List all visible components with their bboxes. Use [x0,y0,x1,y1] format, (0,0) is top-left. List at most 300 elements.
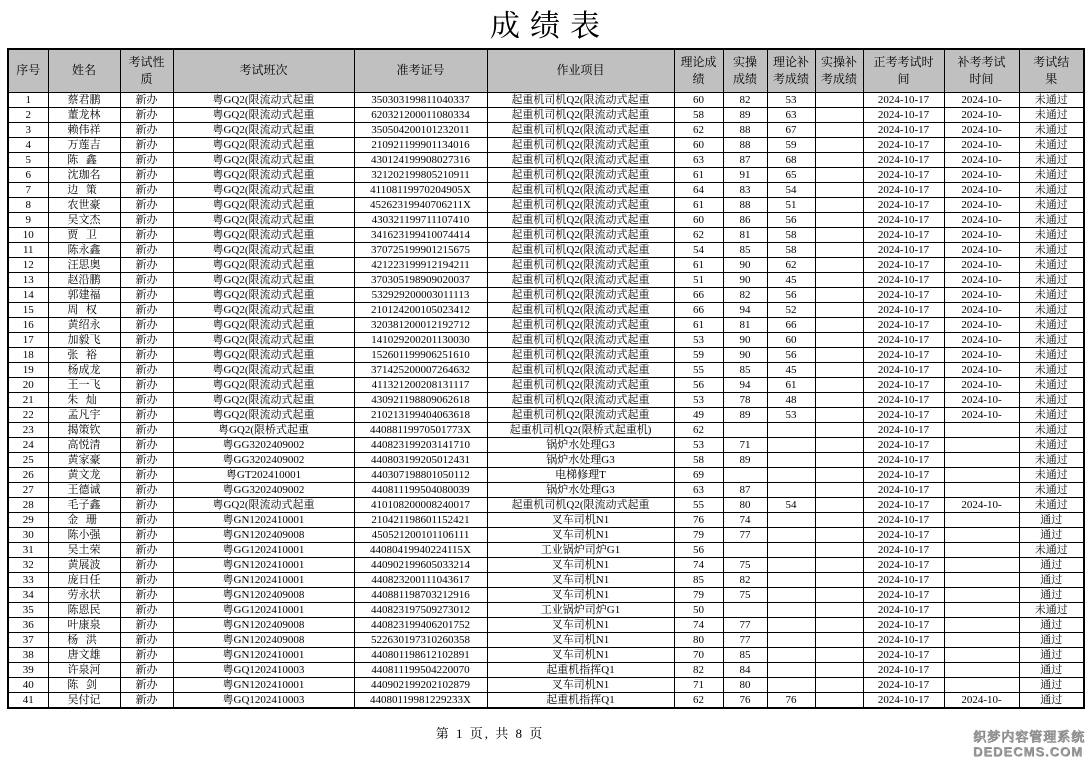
cell: 80 [674,633,723,648]
cell: 粤GQ2(限流动式起重 [173,498,354,513]
cell: 万莲吉 [48,138,120,153]
table-row [8,153,1084,168]
cell: 54 [767,183,815,198]
cell: 孟凡宇 [48,408,120,423]
cell: 2024-10-17 [863,558,944,573]
cell: 2024-10-17 [863,468,944,483]
cell: 新办 [120,378,173,393]
cell: 56 [767,348,815,363]
cell: 庞日任 [48,573,120,588]
table-row [8,498,1084,513]
cell: 通过 [1019,663,1084,678]
cell: 起重机司机Q2(限流动式起重 [487,138,674,153]
cell: 430921198809062618 [354,393,487,408]
table-row [8,438,1084,453]
row-index-cell: 10 [8,228,48,243]
table-row [8,573,1084,588]
cell: 86 [723,213,767,228]
cell: 贾卫 [48,228,120,243]
cell: 440823197509273012 [354,603,487,618]
cell [815,378,863,393]
cell [767,423,815,438]
cell: 未通过 [1019,288,1084,303]
cell: 起重机司机Q2(限流动式起重 [487,408,674,423]
cell [815,363,863,378]
column-header: 序号 [8,49,48,93]
cell: 粤GT202410001 [173,468,354,483]
cell: 2024-10-17 [863,498,944,513]
cell [815,213,863,228]
cell: 320381200012192712 [354,318,487,333]
cell: 杨洪 [48,633,120,648]
cell: 2024-10- [944,393,1019,408]
cell: 起重机司机Q2(限流动式起重 [487,213,674,228]
cell: 陈恩民 [48,603,120,618]
cell: 粤GG3202409002 [173,453,354,468]
cell: 新办 [120,603,173,618]
cell: 未通过 [1019,348,1084,363]
cell: 45 [767,273,815,288]
cell [767,663,815,678]
table-row [8,333,1084,348]
column-header: 考试性质 [120,49,173,93]
cell: 2024-10- [944,153,1019,168]
cell: 粤GQ2(限流动式起重 [173,408,354,423]
cell: 新办 [120,483,173,498]
cell: 82 [723,573,767,588]
cell: 未通过 [1019,483,1084,498]
row-index-cell: 20 [8,378,48,393]
cell: 2024-10-17 [863,423,944,438]
cell: 522630197310260358 [354,633,487,648]
cell: 起重机司机Q2(限流动式起重 [487,318,674,333]
cell: 未通过 [1019,468,1084,483]
cell: 77 [723,528,767,543]
cell: 粤GQ1202410003 [173,663,354,678]
row-index-cell: 29 [8,513,48,528]
table-row [8,408,1084,423]
cell: 440307198801050112 [354,468,487,483]
cell: 新办 [120,288,173,303]
cell: 63 [674,483,723,498]
cell [815,633,863,648]
cell: 55 [674,363,723,378]
cell [815,648,863,663]
cell: 粤GQ2(限流动式起重 [173,243,354,258]
cell: 起重机司机Q2(限流动式起重 [487,273,674,288]
cell: 新办 [120,528,173,543]
cell: 71 [674,678,723,693]
cell: 叉车司机N1 [487,648,674,663]
row-index-cell: 3 [8,123,48,138]
cell: 141029200201130030 [354,333,487,348]
cell: 起重机司机Q2(限流动式起重 [487,243,674,258]
cell: 起重机司机Q2(限桥式起重机) [487,423,674,438]
table-row [8,213,1084,228]
cell: 49 [674,408,723,423]
cell: 59 [767,138,815,153]
table-row [8,123,1084,138]
cell: 锅炉水处理G3 [487,483,674,498]
cell: 44080119981229233X [354,693,487,709]
cell [815,168,863,183]
cell: 新办 [120,618,173,633]
cell [767,588,815,603]
cell: 74 [674,558,723,573]
cell: 杨成龙 [48,363,120,378]
cell: 新办 [120,213,173,228]
cell: 56 [767,213,815,228]
cell: 2024-10- [944,498,1019,513]
cell: 起重机司机Q2(限流动式起重 [487,288,674,303]
cell: 89 [723,408,767,423]
cell: 未通过 [1019,453,1084,468]
cell: 工业锅炉司炉G1 [487,543,674,558]
cell: 粤GQ2(限流动式起重 [173,168,354,183]
cell: 2024-10-17 [863,528,944,543]
cell [723,543,767,558]
cell: 59 [674,348,723,363]
cell: 黄家豪 [48,453,120,468]
cell: 2024-10-17 [863,438,944,453]
cell: 起重机司机Q2(限流动式起重 [487,498,674,513]
row-index-cell: 1 [8,93,48,108]
table-row [8,258,1084,273]
cell: 2024-10-17 [863,363,944,378]
cell: 未通过 [1019,438,1084,453]
cell: 粤GQ2(限流动式起重 [173,393,354,408]
cell: 2024-10-17 [863,303,944,318]
cell: 新办 [120,228,173,243]
cell: 53 [674,438,723,453]
cell: 58 [674,108,723,123]
cell: 450521200101106111 [354,528,487,543]
cell [815,558,863,573]
table-row [8,453,1084,468]
cell: 锅炉水处理G3 [487,438,674,453]
cell: 58 [767,243,815,258]
cell: 53 [767,408,815,423]
cell: 粤GQ2(限流动式起重 [173,93,354,108]
row-index-cell: 40 [8,678,48,693]
cell: 76 [767,693,815,709]
cell: 2024-10- [944,183,1019,198]
cell: 2024-10-17 [863,168,944,183]
column-header: 准考证号 [354,49,487,93]
cell: 陈剑 [48,678,120,693]
cell: 2024-10- [944,123,1019,138]
cell: 叉车司机N1 [487,528,674,543]
table-row [8,543,1084,558]
cell: 76 [723,693,767,709]
column-header: 实操补考成绩 [815,49,863,93]
row-index-cell: 4 [8,138,48,153]
cell: 粤GQ2(限流动式起重 [173,348,354,363]
cell: 新办 [120,408,173,423]
cell: 陈永鑫 [48,243,120,258]
cell: 2024-10-17 [863,663,944,678]
cell: 2024-10-17 [863,633,944,648]
cell: 吴文杰 [48,213,120,228]
cell: 62 [674,423,723,438]
cell: 83 [723,183,767,198]
cell: 起重机指挥Q1 [487,663,674,678]
cell: 粤GN1202409008 [173,618,354,633]
cell: 51 [674,273,723,288]
row-index-cell: 36 [8,618,48,633]
row-index-cell: 16 [8,318,48,333]
cell: 新办 [120,93,173,108]
cell: 74 [723,513,767,528]
row-index-cell: 41 [8,693,48,709]
row-index-cell: 8 [8,198,48,213]
table-row [8,393,1084,408]
cell: 起重机司机Q2(限流动式起重 [487,198,674,213]
cell: 440811199504080039 [354,483,487,498]
cell: 69 [674,468,723,483]
cell: 黄绍永 [48,318,120,333]
cell: 粤GG1202410001 [173,603,354,618]
cell: 金珊 [48,513,120,528]
cell: 90 [723,273,767,288]
cell: 67 [767,123,815,138]
cell: 2024-10- [944,138,1019,153]
cell [944,558,1019,573]
cell [767,678,815,693]
cell: 77 [723,633,767,648]
cell: 未通过 [1019,123,1084,138]
cell: 56 [674,378,723,393]
column-header: 理论补考成绩 [767,49,815,93]
cell: 揭策钦 [48,423,120,438]
cell [815,198,863,213]
cell: 79 [674,588,723,603]
cell: 粤GQ2(限流动式起重 [173,138,354,153]
cell: 2024-10- [944,408,1019,423]
cell: 锅炉水处理G3 [487,453,674,468]
table-row [8,348,1084,363]
cell: 叉车司机N1 [487,588,674,603]
cell [815,393,863,408]
cell: 2024-10-17 [863,183,944,198]
cell: 2024-10- [944,198,1019,213]
cell: 未通过 [1019,213,1084,228]
cell: 65 [767,168,815,183]
table-row [8,468,1084,483]
cell: 通过 [1019,618,1084,633]
cell: 440902199605033214 [354,558,487,573]
cell: 粤GQ2(限流动式起重 [173,198,354,213]
cell: 44080419940224115X [354,543,487,558]
cell: 63 [674,153,723,168]
cell: 粤GQ2(限流动式起重 [173,123,354,138]
cell: 87 [723,483,767,498]
cell: 新办 [120,453,173,468]
cell: 2024-10-17 [863,108,944,123]
cell: 210421198601152421 [354,513,487,528]
cell: 唐文雄 [48,648,120,663]
cell: 通过 [1019,573,1084,588]
cell: 郭建福 [48,288,120,303]
cell: 叉车司机N1 [487,513,674,528]
cell: 起重机司机Q2(限流动式起重 [487,108,674,123]
cell: 新办 [120,678,173,693]
cell [944,648,1019,663]
cell: 沈珈名 [48,168,120,183]
header-row [8,49,1084,93]
cell: 76 [674,513,723,528]
cell: 61 [674,318,723,333]
cell [815,693,863,709]
cell: 汪思奥 [48,258,120,273]
cell: 2024-10-17 [863,348,944,363]
row-index-cell: 28 [8,498,48,513]
cell: 53 [674,393,723,408]
row-index-cell: 2 [8,108,48,123]
cell: 79 [674,528,723,543]
cell [944,438,1019,453]
cell: 45262319940706211X [354,198,487,213]
cell: 210213199404063618 [354,408,487,423]
cell: 66 [674,303,723,318]
table-row [8,363,1084,378]
cell: 未通过 [1019,498,1084,513]
cell: 2024-10- [944,273,1019,288]
cell: 粤GN1202410001 [173,573,354,588]
column-header: 理论成绩 [674,49,723,93]
cell [815,123,863,138]
table-row [8,93,1084,108]
cell: 61 [674,198,723,213]
cell: 未通过 [1019,393,1084,408]
cell: 77 [723,618,767,633]
cell: 粤GG1202410001 [173,543,354,558]
cell [944,603,1019,618]
cell: 430321199711107410 [354,213,487,228]
cell: 新办 [120,468,173,483]
cell [815,138,863,153]
cell: 起重机司机Q2(限流动式起重 [487,123,674,138]
cell: 陈鑫 [48,153,120,168]
cell: 起重机司机Q2(限流动式起重 [487,228,674,243]
cell: 未通过 [1019,273,1084,288]
table-row [8,423,1084,438]
cell: 62 [674,123,723,138]
cell [767,648,815,663]
cell [767,483,815,498]
cell: 440881198703212916 [354,588,487,603]
cell: 2024-10- [944,93,1019,108]
cell [767,543,815,558]
row-index-cell: 21 [8,393,48,408]
cell: 粤GQ2(限流动式起重 [173,228,354,243]
cell: 78 [723,393,767,408]
row-index-cell: 15 [8,303,48,318]
cell: 未通过 [1019,378,1084,393]
cell: 2024-10-17 [863,573,944,588]
cell: 60 [674,138,723,153]
table-row [8,513,1084,528]
watermark-text-cn: 织梦内容管理系统 [972,729,1085,744]
cell: 61 [767,378,815,393]
row-index-cell: 34 [8,588,48,603]
cell: 陈小强 [48,528,120,543]
table-row [8,693,1084,709]
cell: 52 [767,303,815,318]
cell [944,528,1019,543]
cell: 毛子鑫 [48,498,120,513]
cell: 新办 [120,573,173,588]
cell: 新办 [120,273,173,288]
cell: 粤GN1202409008 [173,588,354,603]
cell [815,273,863,288]
cell: 85 [674,573,723,588]
cell: 421223199912194211 [354,258,487,273]
cell: 82 [723,93,767,108]
cell: 82 [723,288,767,303]
cell: 2024-10-17 [863,318,944,333]
cell: 起重机指挥Q1 [487,693,674,709]
cell: 74 [674,618,723,633]
cell: 152601199906251610 [354,348,487,363]
cell: 2024-10-17 [863,138,944,153]
cell: 黄展波 [48,558,120,573]
cell: 81 [723,318,767,333]
cell [723,603,767,618]
cell: 440902199202102879 [354,678,487,693]
cell: 82 [674,663,723,678]
cell: 2024-10-17 [863,123,944,138]
table-row [8,318,1084,333]
cell [815,438,863,453]
cell: 2024-10-17 [863,228,944,243]
cell: 88 [723,123,767,138]
cell: 2024-10-17 [863,393,944,408]
cell [815,453,863,468]
cell [815,318,863,333]
cell: 54 [674,243,723,258]
column-header: 作业项目 [487,49,674,93]
column-header: 正考考试时间 [863,49,944,93]
cell [815,543,863,558]
row-index-cell: 39 [8,663,48,678]
cell: 61 [674,258,723,273]
cell: 2024-10- [944,333,1019,348]
cell: 农世豪 [48,198,120,213]
cell [815,603,863,618]
cell: 未通过 [1019,108,1084,123]
cell: 未通过 [1019,543,1084,558]
cell: 新办 [120,498,173,513]
cell: 90 [723,258,767,273]
cell: 84 [723,663,767,678]
cell: 粤GQ2(限流动式起重 [173,213,354,228]
table-body [8,93,1084,709]
cell: 370305198909020037 [354,273,487,288]
cell: 440823199406201752 [354,618,487,633]
cell: 工业锅炉司炉G1 [487,603,674,618]
cell: 440811199504220070 [354,663,487,678]
cell: 410108200008240017 [354,498,487,513]
cell: 未通过 [1019,363,1084,378]
cell: 边策 [48,183,120,198]
cell: 210921199901134016 [354,138,487,153]
cell [767,438,815,453]
row-index-cell: 31 [8,543,48,558]
cell: 起重机司机Q2(限流动式起重 [487,168,674,183]
cell: 2024-10-17 [863,648,944,663]
cell: 2024-10-17 [863,273,944,288]
